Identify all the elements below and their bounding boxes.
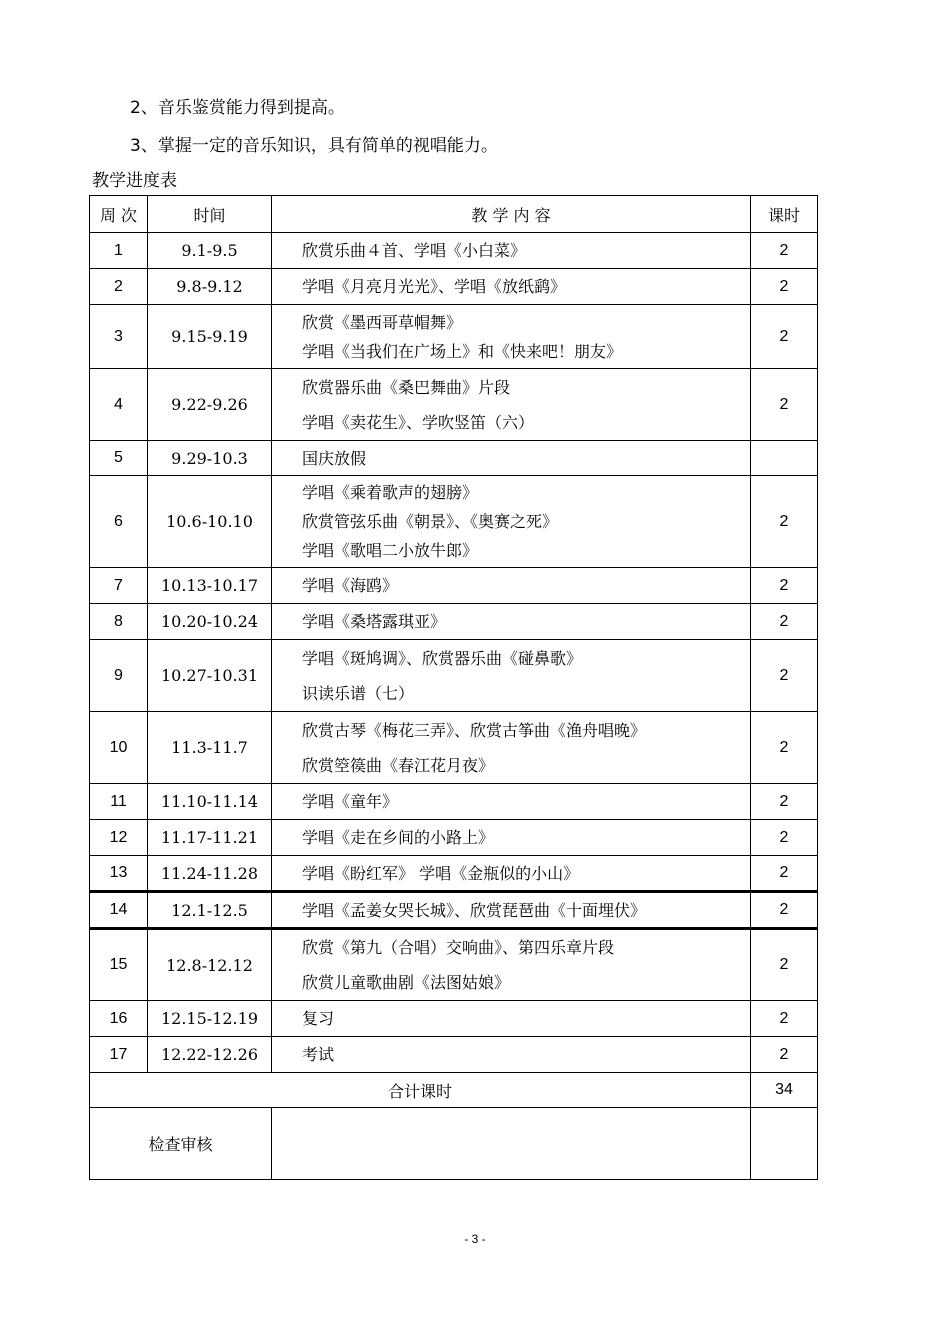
- content-line: 欣赏古琴《梅花三弄》、欣赏古筝曲《渔舟唱晚》: [302, 720, 647, 740]
- time-cell: 11.3-11.7: [148, 712, 272, 784]
- content-cell: [272, 305, 751, 369]
- content-line: 复习: [302, 1009, 335, 1028]
- goal-item-2: 2、音乐鉴赏能力得到提高。: [130, 98, 345, 118]
- content-cell: [272, 1001, 751, 1037]
- review-content-cell: [272, 1108, 751, 1180]
- week-cell: 1: [90, 233, 148, 269]
- time-cell: 9.1-9.5: [148, 233, 272, 269]
- table-row: [90, 305, 818, 369]
- content-cell: [272, 233, 751, 269]
- header-week: 周 次: [90, 196, 148, 233]
- hours-cell: 2: [751, 892, 818, 929]
- content-line: 欣赏箜篌曲《春江花月夜》: [302, 755, 495, 775]
- table-header-row: [90, 196, 818, 233]
- total-hours: 34: [751, 1073, 818, 1108]
- page-number: - 3 -: [464, 1232, 486, 1246]
- table-caption: 教学进度表: [92, 171, 177, 191]
- content-line: 学唱《当我们在广场上》和《快来吧！朋友》: [302, 341, 623, 361]
- time-cell: 9.22-9.26: [148, 369, 272, 441]
- week-cell: 7: [90, 568, 148, 604]
- week-cell: 15: [90, 929, 148, 1001]
- time-cell: 11.10-11.14: [148, 784, 272, 820]
- content-line: 学唱《歌唱二小放牛郎》: [302, 541, 479, 560]
- header-time: 时间: [148, 196, 272, 233]
- content-line: 欣赏器乐曲《桑巴舞曲》片段: [302, 377, 511, 397]
- content-cell: [272, 856, 751, 892]
- table-row: [90, 929, 818, 1001]
- hours-cell: 2: [751, 233, 818, 269]
- time-cell: 12.8-12.12: [148, 929, 272, 1001]
- time-cell: 10.13-10.17: [148, 568, 272, 604]
- hours-cell: 2: [751, 604, 818, 640]
- content-line: 学唱《乘着歌声的翅膀》: [302, 483, 479, 502]
- hours-cell: [751, 441, 818, 476]
- content-line: 学唱《孟姜女哭长城》、欣赏琵琶曲《十面埋伏》: [302, 900, 647, 920]
- content-line: 学唱《盼红军》 学唱《金瓶似的小山》: [302, 863, 580, 883]
- time-cell: 9.29-10.3: [148, 441, 272, 476]
- content-cell: [272, 269, 751, 305]
- time-cell: 10.6-10.10: [148, 476, 272, 568]
- content-line: 学唱《斑鸠调》、欣赏器乐曲《碰鼻歌》: [302, 648, 583, 668]
- time-cell: 10.27-10.31: [148, 640, 272, 712]
- content-cell: [272, 929, 751, 1001]
- content-line: 考试: [302, 1045, 335, 1064]
- hours-cell: 2: [751, 1037, 818, 1073]
- hours-cell: 2: [751, 712, 818, 784]
- content-line: 欣赏管弦乐曲《朝景》、《奥赛之死》: [302, 512, 559, 531]
- time-cell: 9.8-9.12: [148, 269, 272, 305]
- content-line: 学唱《月亮月光光》、学唱《放纸鹞》: [302, 277, 567, 296]
- content-cell: [272, 820, 751, 856]
- week-cell: 5: [90, 441, 148, 476]
- time-cell: 9.15-9.19: [148, 305, 272, 369]
- review-row: [90, 1108, 818, 1180]
- week-cell: 17: [90, 1037, 148, 1073]
- hours-cell: 2: [751, 305, 818, 369]
- table-row: [90, 604, 818, 640]
- review-hours-cell: [751, 1108, 818, 1180]
- total-label: 合计课时: [90, 1073, 751, 1108]
- hours-cell: 2: [751, 476, 818, 568]
- content-line: 学唱《桑塔露琪亚》: [302, 612, 447, 631]
- hours-cell: 2: [751, 369, 818, 441]
- content-cell: [272, 640, 751, 712]
- content-line: 学唱《走在乡间的小路上》: [302, 828, 495, 847]
- week-cell: 6: [90, 476, 148, 568]
- content-line: 识读乐谱（七）: [302, 683, 415, 703]
- table-row: [90, 712, 818, 784]
- total-row: [90, 1073, 818, 1108]
- time-cell: 10.20-10.24: [148, 604, 272, 640]
- time-cell: 11.17-11.21: [148, 820, 272, 856]
- content-line: 学唱《海鸥》: [302, 576, 399, 595]
- table-row: [90, 1001, 818, 1037]
- table-row: [90, 476, 818, 568]
- week-cell: 12: [90, 820, 148, 856]
- content-line: 欣赏儿童歌曲剧《法图姑娘》: [302, 973, 511, 992]
- content-cell: [272, 892, 751, 929]
- content-cell: [272, 441, 751, 476]
- table-row: [90, 568, 818, 604]
- content-cell: [272, 712, 751, 784]
- week-cell: 10: [90, 712, 148, 784]
- hours-cell: 2: [751, 929, 818, 1001]
- hours-cell: 2: [751, 856, 818, 892]
- time-cell: 12.15-12.19: [148, 1001, 272, 1037]
- table-row: [90, 640, 818, 712]
- header-hours: 课时: [751, 196, 818, 233]
- content-line: 欣赏《墨西哥草帽舞》: [302, 312, 463, 332]
- hours-cell: 2: [751, 568, 818, 604]
- week-cell: 14: [90, 892, 148, 929]
- hours-cell: 2: [751, 640, 818, 712]
- table-row: [90, 233, 818, 269]
- table-row: [90, 892, 818, 929]
- content-line: 欣赏乐曲４首、学唱《小白菜》: [302, 241, 527, 260]
- table-row: [90, 269, 818, 305]
- content-cell: [272, 568, 751, 604]
- table-row: [90, 1037, 818, 1073]
- table-row: [90, 441, 818, 476]
- hours-cell: 2: [751, 269, 818, 305]
- table-row: [90, 369, 818, 441]
- time-cell: 11.24-11.28: [148, 856, 272, 892]
- week-cell: 16: [90, 1001, 148, 1037]
- header-content: 教 学 内 容: [272, 196, 751, 233]
- week-cell: 11: [90, 784, 148, 820]
- content-line: 学唱《卖花生》、学吹竖笛（六）: [302, 412, 535, 432]
- time-cell: 12.1-12.5: [148, 892, 272, 929]
- hours-cell: 2: [751, 1001, 818, 1037]
- table-row: [90, 856, 818, 892]
- table-row: [90, 820, 818, 856]
- review-label: 检查审核: [90, 1108, 272, 1180]
- week-cell: 2: [90, 269, 148, 305]
- hours-cell: 2: [751, 784, 818, 820]
- time-cell: 12.22-12.26: [148, 1037, 272, 1073]
- content-line: 学唱《童年》: [302, 792, 399, 811]
- content-cell: [272, 784, 751, 820]
- schedule-table: [89, 195, 818, 1180]
- content-line: 欣赏《第九（合唱）交响曲》、第四乐章片段: [302, 938, 615, 957]
- week-cell: 8: [90, 604, 148, 640]
- hours-cell: 2: [751, 820, 818, 856]
- goal-item-3: 3、掌握一定的音乐知识，具有简单的视唱能力。: [130, 136, 498, 156]
- content-cell: [272, 604, 751, 640]
- content-cell: [272, 369, 751, 441]
- content-cell: [272, 1037, 751, 1073]
- content-cell: [272, 476, 751, 568]
- week-cell: 13: [90, 856, 148, 892]
- content-line: 国庆放假: [302, 448, 367, 468]
- week-cell: 3: [90, 305, 148, 369]
- week-cell: 4: [90, 369, 148, 441]
- week-cell: 9: [90, 640, 148, 712]
- table-row: [90, 784, 818, 820]
